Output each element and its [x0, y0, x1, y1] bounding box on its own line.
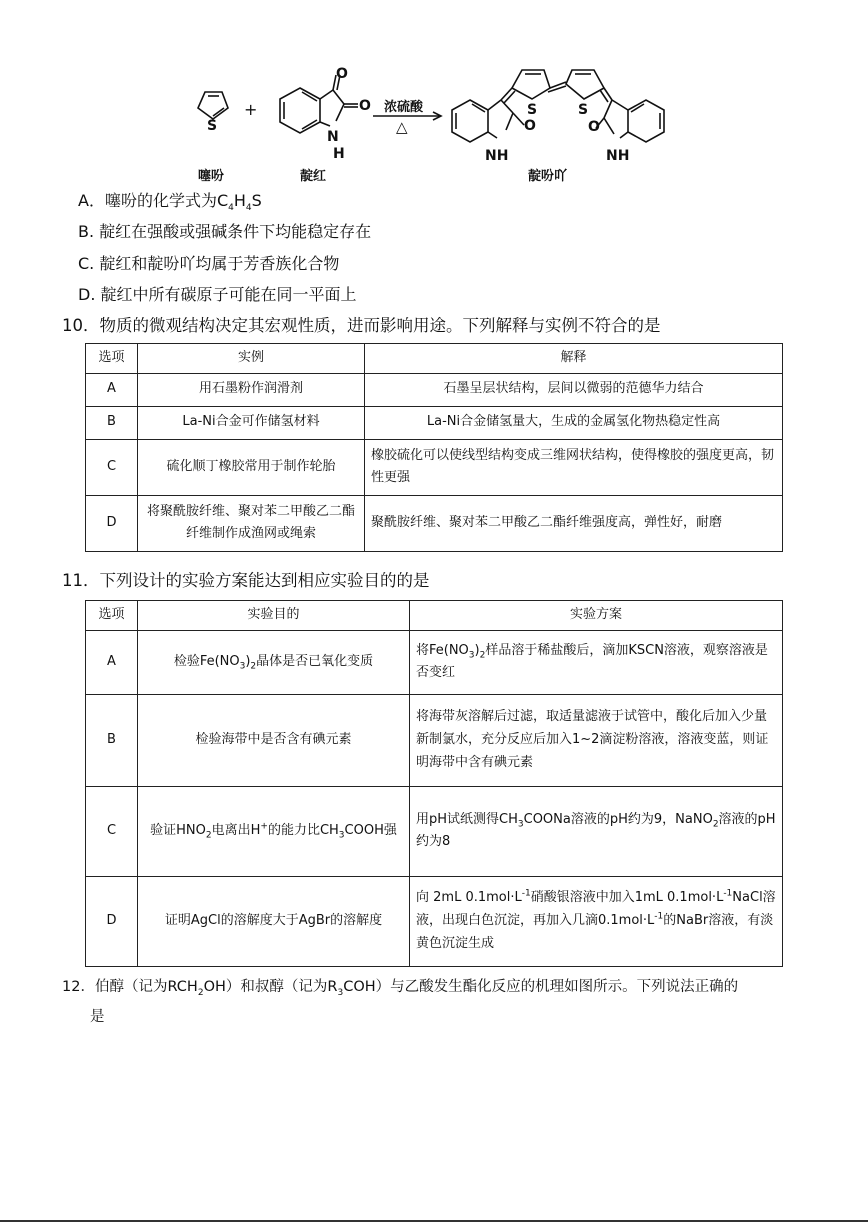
- atom-nh-label-2: NH: [606, 148, 630, 164]
- plus-sign: +: [244, 100, 258, 119]
- row-plan: 将$Fe(NO_3)_2$样品溶于稀盐酸后，滴加KSCN溶液，观察溶液是否变红: [410, 630, 783, 694]
- atom-n-label: N: [327, 129, 339, 145]
- reagent-label: 浓硫酸: [384, 100, 424, 115]
- header-example: 实例: [138, 344, 365, 374]
- row-option: D: [86, 876, 138, 966]
- product-name: 靛吩吖: [528, 169, 568, 184]
- q11-table: [85, 600, 783, 967]
- thiophene-structure: [198, 92, 228, 119]
- table-header-row: [86, 601, 783, 631]
- question-11-stem: 11．下列设计的实验方案能达到相应实验目的的是: [62, 571, 430, 590]
- header-explain: 解释: [365, 344, 783, 374]
- table-row: [86, 406, 783, 439]
- row-explain: 石墨呈层状结构，层间以微弱的范德华力结合: [365, 373, 783, 406]
- option-b: B. 靛红在强酸或强碱条件下均能稳定存在: [78, 222, 372, 241]
- atom-o-label-4: O: [588, 119, 600, 135]
- atom-o-label-2: O: [359, 98, 371, 114]
- q10-table: [85, 343, 783, 552]
- heat-symbol: △: [396, 118, 408, 136]
- sub-4b: 4: [245, 203, 252, 214]
- table-row: [86, 694, 783, 786]
- atom-nh-label: NH: [485, 148, 509, 164]
- row-purpose: 检验海带中是否含有碘元素: [138, 694, 410, 786]
- row-purpose: 验证$HNO_2$电离出H+的能力比$CH_3COOH$强: [138, 786, 410, 876]
- row-option: C: [86, 786, 138, 876]
- row-example: La-Ni合金可作储氢材料: [138, 406, 365, 439]
- row-plan: 用pH试纸测得$CH_3COONa$溶液的pH约为9，NaNO$_2$溶液的pH约为8: [410, 786, 783, 876]
- row-explain: 橡胶硫化可以使线型结构变成三维网状结构，使得橡胶的强度更高，韧性更强: [365, 439, 783, 495]
- option-a: [78, 188, 262, 214]
- question-10-stem: 10．物质的微观结构决定其宏观性质，进而影响用途。下列解释与实例不符合的是: [62, 316, 661, 335]
- table-row: [86, 876, 783, 966]
- isatin-structure: [280, 75, 358, 133]
- h-letter: H: [233, 191, 246, 210]
- row-example: 硫化顺丁橡胶常用于制作轮胎: [138, 439, 365, 495]
- atom-s-label-2: S: [527, 102, 538, 118]
- row-option: B: [86, 406, 138, 439]
- atom-h-label: H: [333, 146, 345, 162]
- reactant1-name: 噻吩: [198, 169, 225, 184]
- header-plan: 实验方案: [410, 601, 783, 631]
- header-option: 选项: [86, 344, 138, 374]
- row-option: A: [86, 373, 138, 406]
- row-option: B: [86, 694, 138, 786]
- reaction-scheme: [0, 0, 868, 190]
- row-option: C: [86, 439, 138, 495]
- reactant2-name: 靛红: [300, 169, 327, 184]
- atom-s-label: S: [207, 118, 218, 134]
- row-plan: 将海带灰溶解后过滤，取适量滤液于试管中，酸化后加入少量新制氯水，充分反应后加入1~2滴淀粉溶液，溶液变蓝，则证明海带中含有碘元素: [410, 694, 783, 786]
- header-purpose: 实验目的: [138, 601, 410, 631]
- product-structure: [452, 70, 664, 142]
- header-option: 选项: [86, 601, 138, 631]
- option-a-text: A．噻吩的化学式为C: [78, 191, 229, 210]
- atom-s-label-3: S: [578, 102, 589, 118]
- row-option: A: [86, 630, 138, 694]
- option-a-tail: S: [251, 191, 262, 210]
- option-c: C. 靛红和靛吩吖均属于芳香族化合物: [78, 254, 340, 273]
- row-purpose: 证明AgCl的溶解度大于AgBr的溶解度: [138, 876, 410, 966]
- table-row: [86, 439, 783, 495]
- option-d: D. 靛红中所有碳原子可能在同一平面上: [78, 285, 357, 304]
- table-row: [86, 630, 783, 694]
- question-12-stem-end: 是: [90, 1009, 105, 1025]
- row-explain: 聚酰胺纤维、聚对苯二甲酸乙二酯纤维强度高，弹性好，耐磨: [365, 495, 783, 551]
- row-example: 将聚酰胺纤维、聚对苯二甲酸乙二酯纤维制作成渔网或绳索: [138, 495, 365, 551]
- table-row: [86, 495, 783, 551]
- table-row: [86, 373, 783, 406]
- question-12-stem: 12．伯醇（记为$RCH_2OH$）和叔醇（记为$R_3COH$）与乙酸发生酯化反应的机理如图所示。下列说法正确的: [62, 979, 739, 998]
- table-row: [86, 786, 783, 876]
- page-bottom-edge: [0, 1220, 868, 1222]
- atom-o-label: O: [336, 66, 348, 82]
- row-explain: La-Ni合金储氢量大，生成的金属氢化物热稳定性高: [365, 406, 783, 439]
- row-option: D: [86, 495, 138, 551]
- atom-o-label-3: O: [524, 118, 536, 134]
- row-plan: 向 2mL $0.1mol\cdot L^{-1}$硝酸银溶液中加入1mL $0.1mol\cdot L^{-1}NaCl$溶液，出现白色沉淀，再加入几滴$0.1mol\cdot L^{-1}$的NaBr溶液，有淡黄色沉淀生成: [410, 876, 783, 966]
- row-purpose: 检验$Fe(NO_3)_2$晶体是否已氧化变质: [138, 630, 410, 694]
- row-example: 用石墨粉作润滑剂: [138, 373, 365, 406]
- sub-4: 4: [228, 203, 234, 214]
- table-header-row: [86, 344, 783, 374]
